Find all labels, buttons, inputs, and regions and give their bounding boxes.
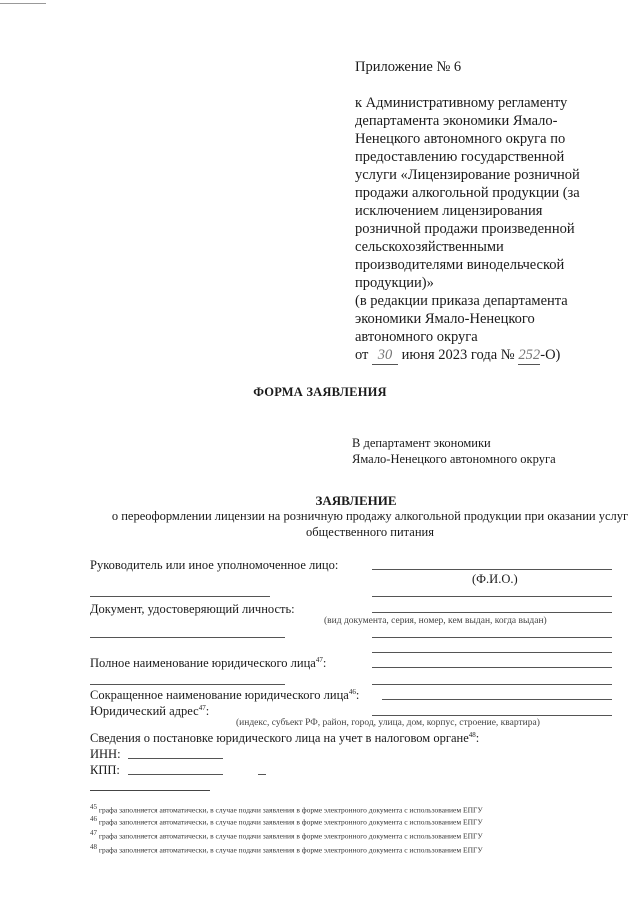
doc-hint: (вид документа, серия, номер, кем выдан, когда выдан) — [324, 616, 547, 626]
form-title: ФОРМА ЗАЯВЛЕНИЯ — [253, 385, 387, 399]
order-number: 252 — [518, 347, 541, 363]
appendix-line: экономики Ямало-Ненецкого — [355, 311, 535, 327]
fio-hint: (Ф.И.О.) — [472, 572, 518, 586]
doc-line-2[interactable] — [90, 637, 285, 638]
head-extra-line[interactable] — [90, 596, 270, 597]
full-name-line[interactable] — [372, 667, 612, 668]
tax-label: Сведения о постановке юридического лица на учет в налоговом органе$^{48}$: — [90, 731, 480, 746]
appendix-line: продажи алкогольной продукции (за — [355, 185, 580, 201]
full-name-line-2[interactable] — [90, 684, 285, 685]
appendix-line: розничной продажи произведенной — [355, 221, 575, 237]
head-label: Руководитель или иное уполномоченное лицо: — [90, 558, 339, 572]
addressee-line-2: Ямало-Ненецкого автономного округа — [352, 452, 556, 466]
appendix-line: (в редакции приказа департамента — [355, 293, 568, 309]
short-name-label: Сокращенное наименование юридического лица$^{46}$: — [90, 688, 360, 703]
application-subject: о переоформлении лицензии на розничную продажу алкогольной продукции при оказании услуг общественного питания — [111, 509, 629, 539]
footnote-separator — [90, 790, 210, 791]
appendix-line: сельскохозяйственными — [355, 239, 504, 255]
doc-line[interactable] — [372, 612, 612, 613]
appendix-line: департамента экономики Ямало- — [355, 113, 558, 129]
inn-line[interactable] — [128, 758, 223, 759]
doc-line-3[interactable] — [372, 652, 612, 653]
appendix-line: Ненецкого автономного округа по — [355, 131, 566, 147]
kpp-line[interactable] — [128, 774, 223, 775]
order-date-line: от 30 июня 2023 года № 252-О) — [355, 347, 561, 363]
appendix-line: продукции)» — [355, 275, 434, 291]
address-label: Юридический адрес$^{47}$: — [90, 704, 210, 719]
appendix-line: услуги «Лицензирование розничной — [355, 167, 580, 183]
appendix-line: исключением лицензирования — [355, 203, 543, 219]
head-extra-line-right[interactable] — [372, 596, 612, 597]
footnote: $^{46}$ графа заполняется автоматически, в случае подачи заявления в форме электронного документа с использованием ЕПГУ — [90, 815, 483, 827]
footnote: $^{47}$ графа заполняется автоматически, в случае подачи заявления в форме электронного документа с использованием ЕПГУ — [90, 829, 483, 841]
appendix-line: автономного округа — [355, 329, 478, 345]
footnote: $^{48}$ графа заполняется автоматически, в случае подачи заявления в форме электронного документа с использованием ЕПГУ — [90, 843, 483, 855]
scan-corner-line — [0, 3, 46, 4]
address-line[interactable] — [372, 715, 612, 716]
full-name-label: Полное наименование юридического лица$^{47}$: — [90, 656, 327, 671]
doc-label: Документ, удостоверяющий личность: — [90, 602, 295, 616]
kpp-label: КПП: — [90, 763, 120, 777]
doc-line-2-right[interactable] — [372, 637, 612, 638]
appendix-line: предоставлению государственной — [355, 149, 565, 165]
head-fio-line[interactable] — [372, 569, 612, 570]
appendix-title: Приложение № 6 — [355, 59, 462, 75]
appendix-line: к Административному регламенту — [355, 95, 568, 111]
address-hint: (индекс, субъект РФ, район, город, улица, дом, корпус, строение, квартира) — [236, 718, 540, 728]
addressee-line-1: В департамент экономики — [352, 436, 491, 450]
application-title: ЗАЯВЛЕНИЕ — [315, 493, 397, 508]
kpp-mark — [258, 774, 266, 775]
addressee-block — [352, 435, 556, 467]
full-name-line-2-right[interactable] — [372, 684, 612, 685]
inn-label: ИНН: — [90, 747, 121, 761]
order-day: 30 — [372, 346, 398, 365]
short-name-line[interactable] — [382, 699, 612, 700]
appendix-line: производителями винодельческой — [355, 257, 565, 273]
footnote: $^{45}$ графа заполняется автоматически, в случае подачи заявления в форме электронного документа с использованием ЕПГУ — [90, 803, 483, 815]
appendix-block — [355, 58, 580, 365]
